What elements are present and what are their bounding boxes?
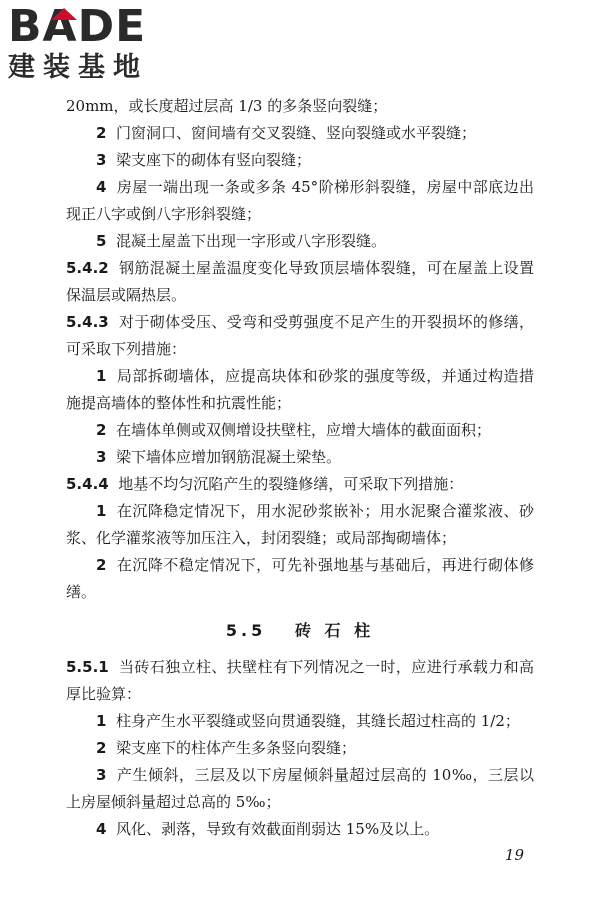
list-item: 4 房屋一端出现一条或多条 45°阶梯形斜裂缝，房屋中部底边出现正八字或倒八字形斜裂缝； (66, 178, 534, 223)
list-item: 3 产生倾斜，三层及以下房屋倾斜量超过层高的 10‰，三层以上房屋倾斜量超过总高的 5‰； (66, 766, 534, 811)
section-heading: 5.5 砖 石 柱 (225, 621, 375, 640)
page-number: 19 (504, 846, 524, 864)
list-item: 2 梁支座下的柱体产生多条竖向裂缝； (96, 739, 356, 757)
clause-5-4-3: 5.4.3 对于砌体受压、受弯和受剪强度不足产生的开裂损坏的修缮，可采取下列措施： (66, 313, 534, 358)
list-item: 5 混凝土屋盖下出现一字形或八字形裂缝。 (96, 232, 386, 250)
list-item: 2 门窗洞口、窗间墙有交叉裂缝、竖向裂缝或水平裂缝； (96, 124, 476, 142)
list-item: 1 在沉降稳定情况下，用水泥砂浆嵌补；用水泥聚合灌浆液、砂浆、化学灌浆液等加压注入，封闭裂缝；或局部掏砌墙体； (66, 502, 534, 547)
logo-brand: BADE (8, 1, 147, 52)
logo-red-triangle-icon (51, 8, 77, 20)
list-item: 3 梁支座下的砌体有竖向裂缝； (96, 151, 311, 169)
clause-5-5-1: 5.5.1 当砖石独立柱、扶壁柱有下列情况之一时，应进行承载力和高厚比验算： (66, 658, 534, 703)
list-item: 2 在墙体单侧或双侧增设扶壁柱，应增大墙体的截面面积； (96, 421, 491, 439)
list-item: 2 在沉降不稳定情况下，可先补强地基与基础后，再进行砌体修缮。 (66, 556, 534, 601)
clause-5-4-4: 5.4.4 地基不均匀沉陷产生的裂缝修缮，可采取下列措施： (66, 475, 464, 493)
list-item: 3 梁下墙体应增加钢筋混凝土梁垫。 (96, 448, 341, 466)
list-item: 1 局部拆砌墙体，应提高块体和砂浆的强度等级，并通过构造措施提高墙体的整体性和抗震性能； (66, 367, 534, 412)
logo-subtitle: 建装基地 (8, 52, 148, 83)
list-item: 4 风化、剥落，导致有效截面削弱达 15%及以上。 (96, 820, 440, 838)
continued-text: 20mm，或长度超过层高 1/3 的多条竖向裂缝； (66, 97, 388, 115)
logo (8, 1, 178, 88)
list-item: 1 柱身产生水平裂缝或竖向贯通裂缝，其缝长超过柱高的 1/2； (96, 712, 520, 730)
clause-5-4-2: 5.4.2 钢筋混凝土屋盖温度变化导致顶层墙体裂缝，可在屋盖上设置保温层或隔热层。 (66, 259, 534, 304)
page-content (66, 93, 534, 843)
